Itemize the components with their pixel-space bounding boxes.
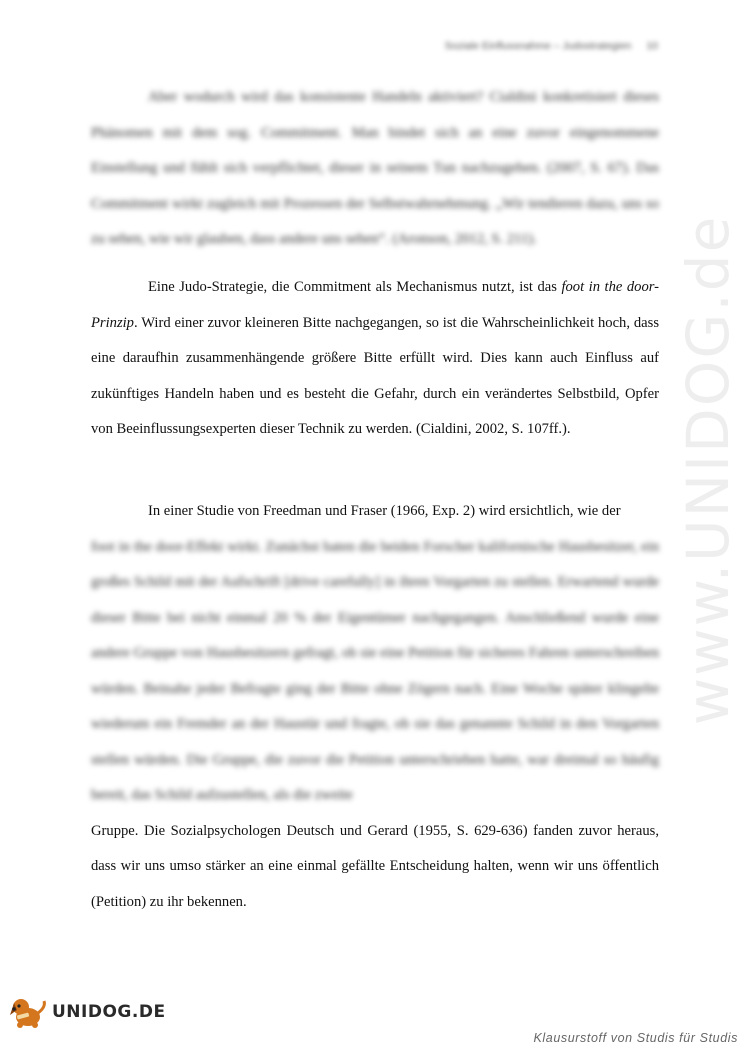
paragraph-text: Aber wodurch wird das konsistente Handeln aktiviert? Cialdini konkretisiert dieses Phänomen mit dem sog. Commitment. Man bindet sich an eine zuvor eingenommene Einstellung und fühlt sich verpflichtet, dieser in seinem Tun nachzugehen. (2007, S. 67). Das Commitment wirkt zugleich mit Prozessen der Selbstwahrnehmung. „Wir tendieren dazu, uns so zu sehen, wie wir glauben, dass andere uns sehen“. (Aronson, 2012, S. 211). [91,89,659,247]
paragraph-commitment-blurred [91,80,659,258]
text-run: . Wird einer zuvor kleineren Bitte nachgegangen, so ist die Wahrscheinlichkeit hoch, dass eine daraufhin zusammenhängende größere Bitte erfüllt wird. Dies kann auch Einfluss auf zukünftiges Handeln haben und es besteht die Gefahr, durch ein verändertes Selbstbild, Opfer von Beeinflussungsexperten dieser Technik zu werden. (Cialdini, 2002, S. 107ff.). [91,314,659,437]
unidog-logo[interactable] [8,995,166,1029]
blurred-study-text: foot in the door-Effekt wirkt. Zunächst baten die beiden Forscher kalifornische Hausbesitzer, ein großes Schild mit der Aufschrift [drive carefully] in ihren Vorgarten zu stellen. Erwartend wurde dieser Bitte bei nicht einmal 20 % der Eigentümer nachgegangen. Anschließend wurde eine andere Gruppe von Hausbesitzern gefragt, ob sie eine Petition für sicheres Fahren unterschreiben würden. Beinahe jeder Befragte ging der Bitte ohne Zögern nach. Eine Woche später klingelte wiederum ein Fremder an der Haustür und fragte, ob sie das genannte Schild in den Vorgarten stellen würden. Die Gruppe, die zuvor die Petition unterschrieben hatte, war dreimal so häufig bereit, das Schild aufzustellen, als die zweite [91,538,659,803]
paragraph-foot-in-the-door [91,270,659,448]
running-header-title: Soziale Einflussnahme – Judostrategien [444,40,632,52]
logo-text: UNIDOG.DE [52,1002,166,1022]
dog-mascot-icon [8,995,50,1029]
paragraph-text [91,270,659,448]
page-number: 10 [646,40,658,52]
paragraph-freedman-fraser-study [91,494,659,920]
paragraph-ending: Gruppe. Die Sozialpsychologen Deutsch und Gerard (1955, S. 629-636) fanden zuvor heraus, dass wir uns umso stärker an eine einmal gefällte Entscheidung halten, wenn wir uns öffentlich (Petition) zu ihr bekennen. [91,822,659,910]
paragraph-intro-line: In einer Studie von Freedman und Fraser (1966, Exp. 2) wird ersichtlich, wie der [148,503,621,519]
text-run: Eine Judo-Strategie, die Commitment als Mechanismus nutzt, ist das [148,279,562,295]
footer-tagline: Klausurstoff von Studis für Studis [533,1031,738,1045]
italic-term: foot in the door-Prinzip [91,279,659,331]
watermark: www.UNIDOG.de [674,214,742,726]
running-header [445,40,658,52]
